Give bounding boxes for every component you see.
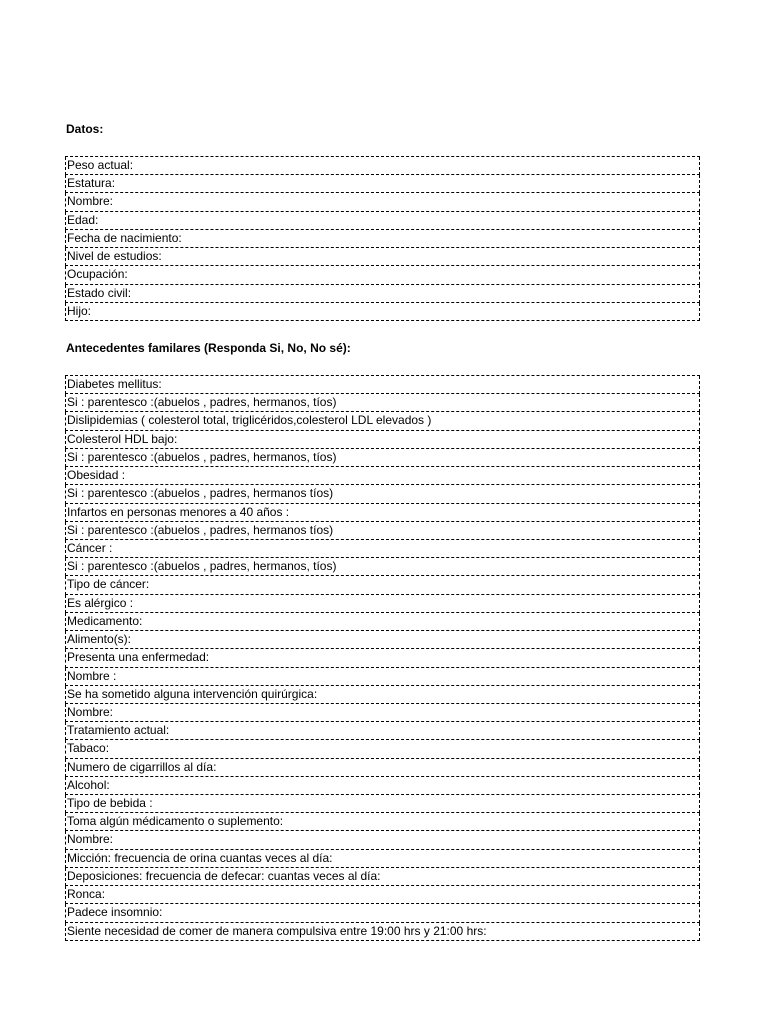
form-field-row: Tratamiento actual: (65, 722, 700, 740)
antecedentes-table (65, 375, 700, 941)
form-field-row: Toma algún médicamento o suplemento: (65, 813, 700, 831)
form-field-row: Alimento(s): (65, 631, 700, 649)
form-field-row: Estatura: (65, 175, 700, 193)
form-field-row: Si : parentesco :(abuelos , padres, hermanos, tíos) (65, 449, 700, 467)
form-field-row: Si : parentesco :(abuelos , padres, hermanos, tíos) (65, 394, 700, 412)
form-field-row: Deposiciones: frecuencia de defecar: cuantas veces al día: (65, 868, 700, 886)
form-field-row: Siente necesidad de comer de manera compulsiva entre 19:00 hrs y 21:00 hrs: (65, 923, 700, 941)
form-field-row: Estado civil: (65, 285, 700, 303)
form-field-row: Numero de cigarrillos al día: (65, 759, 700, 777)
form-field-row: Diabetes mellitus: (65, 376, 700, 394)
form-field-row: Hijo: (65, 303, 700, 321)
form-field-row: Tabaco: (65, 740, 700, 758)
form-field-row: Obesidad : (65, 467, 700, 485)
form-field-row: Fecha de nacimiento: (65, 230, 700, 248)
form-field-row: Se ha sometido alguna intervención quirúrgica: (65, 686, 700, 704)
form-field-row: Tipo de bebida : (65, 795, 700, 813)
form-field-row: Nombre: (65, 831, 700, 849)
form-field-row: Si : parentesco :(abuelos , padres, hermanos, tíos) (65, 558, 700, 576)
form-field-row: Presenta una enfermedad: (65, 649, 700, 667)
form-field-row: Padece insomnio: (65, 904, 700, 922)
form-field-row: Ronca: (65, 886, 700, 904)
datos-table (65, 156, 700, 321)
form-field-row: Medicamento: (65, 613, 700, 631)
form-field-row: Dislipidemias ( colesterol total, triglicéridos,colesterol LDL elevados ) (65, 412, 700, 430)
datos-section-title: Datos: (66, 122, 104, 136)
form-field-row: Nombre: (65, 704, 700, 722)
form-field-row: Micción: frecuencia de orina cuantas veces al día: (65, 850, 700, 868)
form-field-row: Colesterol HDL bajo: (65, 431, 700, 449)
form-field-row: Nombre: (65, 193, 700, 211)
form-field-row: Si : parentesco :(abuelos , padres, hermanos tíos) (65, 485, 700, 503)
form-field-row: Peso actual: (65, 157, 700, 175)
antecedentes-section-title: Antecedentes familares (Responda Si, No, No sé): (66, 341, 351, 355)
form-field-row: Infartos en personas menores a 40 años : (65, 504, 700, 522)
form-field-row: Nivel de estudios: (65, 248, 700, 266)
form-field-row: Tipo de cáncer: (65, 576, 700, 594)
form-field-row: Ocupación: (65, 266, 700, 284)
form-field-row: Es alérgico : (65, 595, 700, 613)
form-field-row: Cáncer : (65, 540, 700, 558)
form-field-row: Si : parentesco :(abuelos , padres, hermanos tíos) (65, 522, 700, 540)
form-field-row: Nombre : (65, 668, 700, 686)
form-field-row: Alcohol: (65, 777, 700, 795)
form-field-row: Edad: (65, 212, 700, 230)
